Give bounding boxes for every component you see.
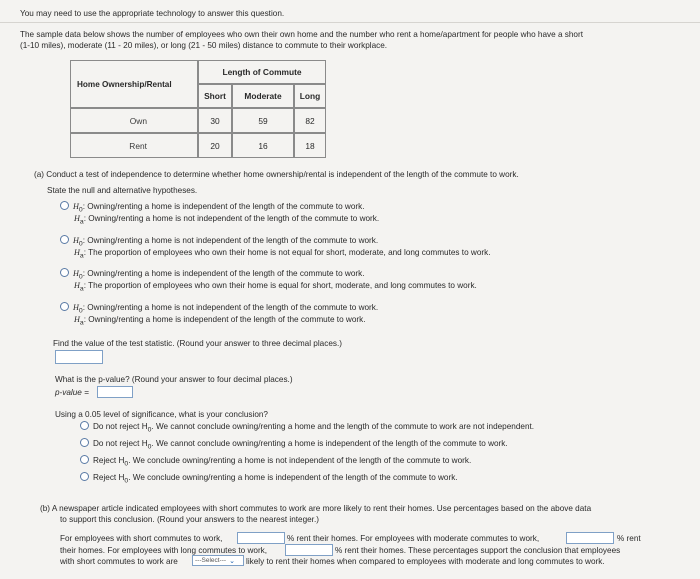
likelihood-select[interactable] [192,555,244,566]
conclusion-text: . We cannot conclude owning/renting a home is independent of the length of the commute to work. [151,439,508,448]
radio-button[interactable] [60,268,69,277]
conclusion-option-2[interactable] [80,439,508,451]
h0-text: Owning/renting a home is not independent of the length of the commute to work. [87,303,379,312]
h-symbol: H [73,236,79,245]
h-sub: 0 [147,443,152,451]
h-symbol: H [74,315,80,324]
colon: : [83,281,87,290]
h0-text: Owning/renting a home is independent of the length of the commute to work. [87,202,365,211]
colon: : [83,248,87,257]
conclusion-text: . We conclude owning/renting a home is not independent of the length of the commute to work. [128,456,472,465]
conclusion-lead: Do not reject H [93,422,148,431]
part-b-line-2: to support this conclusion. (Round your answers to the nearest integer.) [60,515,319,524]
h-symbol: H [74,281,80,290]
part-b-s3: % rent [617,534,641,543]
part-b-s6: with short commutes to work are [60,557,178,566]
radio-button[interactable] [80,421,89,430]
notice: You may need to use the appropriate technology to answer this question. [20,9,285,18]
hypothesis-option-2-ha [74,248,490,260]
part-b-s7: likely to rent their homes when compared to employees with moderate and long commutes to work. [246,557,605,566]
part-b-s1: For employees with short commutes to work, [60,534,223,543]
test-stat-prompt: Find the value of the test statistic. (Round your answer to three decimal places.) [53,339,342,348]
pvalue-input[interactable] [97,386,133,398]
h-sub: 0 [78,206,83,214]
radio-button[interactable] [60,302,69,311]
h-symbol: H [73,202,79,211]
radio-button[interactable] [80,438,89,447]
h-sub: 0 [124,460,129,468]
h0-text: Owning/renting a home is independent of the length of the commute to work. [87,269,365,278]
ha-text: The proportion of employees who own their home is not equal for short, moderate, and long commutes to work. [88,248,491,257]
colon: : [83,214,87,223]
ha-text: Owning/renting a home is independent of the length of the commute to work. [88,315,366,324]
table-cell: 82 [294,108,326,133]
h0-text: Owning/renting a home is not independent of the length of the commute to work. [87,236,379,245]
hypothesis-option-3-ha [74,281,477,293]
hypothesis-option-4[interactable] [60,303,378,315]
hypothesis-option-1[interactable] [60,202,364,214]
row-rent-label: Rent [70,133,198,158]
col-long: Long [294,84,326,108]
colon: : [83,315,87,324]
colon: : [82,236,86,245]
ha-text: The proportion of employees who own their home is equal for short, moderate, and long commutes to work. [88,281,477,290]
part-b-s4: their homes. For employees with long commutes to work, [60,546,268,555]
h-sub: 0 [78,240,83,248]
h-sub: a [79,252,84,260]
conclusion-text: . We cannot conclude owning/renting a home and the length of the commute to work are not independent. [151,422,535,431]
h-symbol: H [74,214,80,223]
intro-line-2: (1-10 miles), moderate (11 - 20 miles), or long (21 - 50 miles) distance to commute to their workplace. [20,41,388,50]
hypothesis-option-4-ha [74,315,365,327]
hypothesis-option-2[interactable] [60,236,378,248]
part-b-line-1: (b) A newspaper article indicated employees with short commutes to work are more likely to rent their homes. Use percentages based on the above data [40,504,592,513]
h-sub: a [79,319,84,327]
colon: : [82,202,86,211]
long-percent-input[interactable] [285,544,333,556]
conclusion-option-4[interactable] [80,473,458,485]
colon: : [82,303,86,312]
h-sub: 0 [78,307,83,315]
conclusion-lead: Reject H [93,473,125,482]
conclusion-prompt: Using a 0.05 level of significance, what is your conclusion? [55,410,268,419]
conclusion-option-3[interactable] [80,456,471,468]
radio-button[interactable] [80,472,89,481]
h-sub: 0 [78,273,83,281]
pvalue-prompt: What is the p-value? (Round your answer to four decimal places.) [55,375,293,384]
col-moderate: Moderate [232,84,294,108]
hypothesis-option-3[interactable] [60,269,364,281]
h-symbol: H [74,248,80,257]
col-short: Short [198,84,232,108]
h-sub: 0 [124,477,129,485]
part-b-s2: % rent their homes. For employees with moderate commutes to work, [287,534,540,543]
radio-button[interactable] [60,235,69,244]
table-cell: 18 [294,133,326,158]
h-sub: 0 [147,426,152,434]
h-sub: a [79,218,84,226]
row-own-label: Own [70,108,198,133]
divider [0,22,700,23]
radio-button[interactable] [60,201,69,210]
intro-line-1: The sample data below shows the number of employees who own their own home and the number who rent a home/apartment for people who have a short [20,30,583,39]
select-value: ---Select--- [195,557,227,564]
moderate-percent-input[interactable] [566,532,614,544]
test-stat-input[interactable] [55,350,103,364]
h-sub: a [79,285,84,293]
radio-button[interactable] [80,455,89,464]
colon: : [82,269,86,278]
ha-text: Owning/renting a home is not independent of the length of the commute to work. [88,214,380,223]
pvalue-label: p-value = [55,388,89,397]
conclusion-text: . We conclude owning/renting a home is independent of the length of the commute to work. [128,473,458,482]
h-symbol: H [73,303,79,312]
part-a-question: (a) Conduct a test of independence to determine whether home ownership/rental is independent of the length of the commute to work. [34,170,519,179]
row-header: Home Ownership/Rental [70,60,198,108]
conclusion-lead: Do not reject H [93,439,148,448]
state-hypotheses: State the null and alternative hypotheses. [47,186,198,195]
commute-table [70,60,326,158]
short-percent-input[interactable] [237,532,285,544]
h-symbol: H [73,269,79,278]
conclusion-lead: Reject H [93,456,125,465]
table-cell: 59 [232,108,294,133]
group-header: Length of Commute [198,60,326,84]
table-cell: 20 [198,133,232,158]
chevron-down-icon: ⌄ [229,557,235,565]
part-b-s5: % rent their homes. These percentages support the conclusion that employees [335,546,621,555]
table-cell: 30 [198,108,232,133]
conclusion-option-1[interactable] [80,422,534,434]
table-cell: 16 [232,133,294,158]
hypothesis-option-1-ha [74,214,379,226]
